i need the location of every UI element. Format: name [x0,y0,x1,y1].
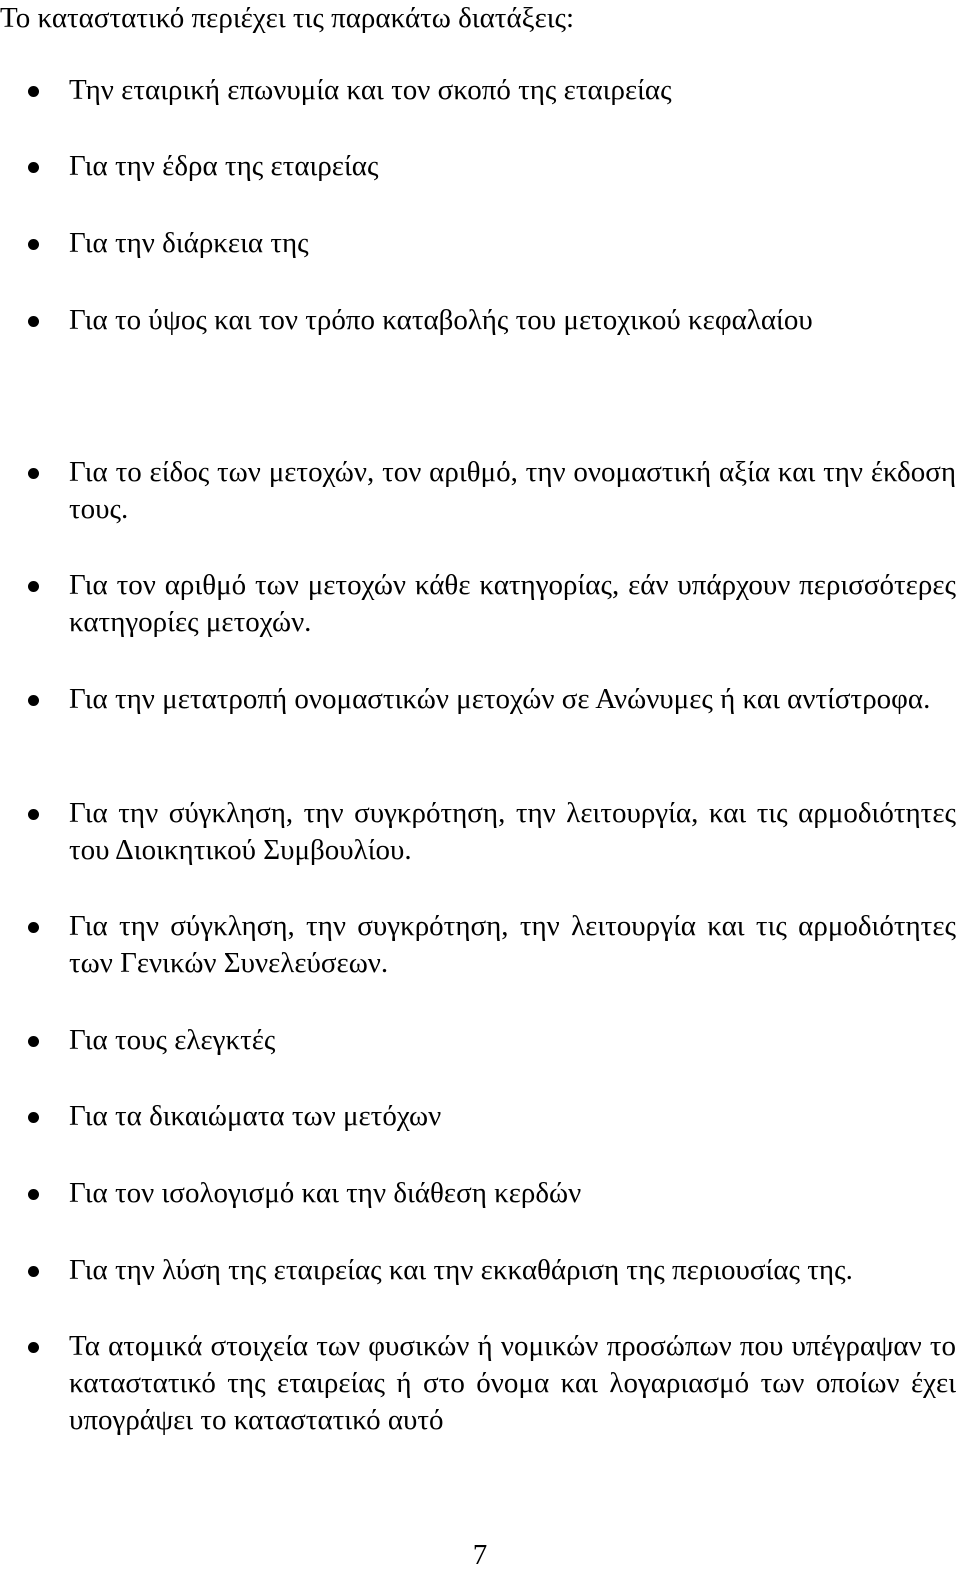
list-item-founders [69,1328,956,1439]
list-item-text: Την εταιρική επωνυμία και τον σκοπό της εταιρείας [69,74,672,106]
list-item-text: Για την μετατροπή ονομαστικών μετοχών σε Ανώνυμες ή και αντίστροφα. [69,683,931,715]
bullet-icon [28,581,39,592]
list-item-general-meetings [69,908,956,982]
page-number: 7 [472,1539,488,1571]
list-item-share-conversion [69,681,956,718]
list-item-text: Για τους ελεγκτές [69,1024,276,1056]
list-item-share-type [69,454,956,528]
bullet-icon [28,695,39,706]
bullet-icon [28,316,39,327]
list-item-text: Για το είδος των μετοχών, τον αριθμό, την ονομαστική αξία και την έκδοση τους. [69,456,956,525]
list-item-text: Για την έδρα της εταιρείας [69,150,379,182]
list-item-text: Για τον αριθμό των μετοχών κάθε κατηγορίας, εάν υπάρχουν περισσότερες κατηγορίες μετοχών. [69,569,956,638]
list-item-auditors [69,1022,956,1059]
bullet-icon [28,468,39,479]
bullet-icon [28,239,39,250]
list-item-text: Τα ατομικά στοιχεία των φυσικών ή νομικών προσώπων που υπέγραψαν το καταστατικό της εταιρείας ή στο όνομα και λογαριασμό των οποίων έχει υπογράψει το καταστατικό αυτό [69,1330,956,1436]
list-item-text: Για την σύγκληση, την συγκρότηση, την λειτουργία, και τις αρμοδιότητες του Διοικητικού Συμβουλίου. [69,797,956,866]
list-item-seat [69,148,956,185]
bullet-icon [28,1189,39,1200]
list-item-text: Για το ύψος και τον τρόπο καταβολής του μετοχικού κεφαλαίου [69,304,813,336]
list-item-board [69,795,956,869]
list-item-text: Για την διάρκεια της [69,227,309,259]
bullet-icon [28,1266,39,1277]
list-item-text: Για την λύση της εταιρείας και την εκκαθάριση της περιουσίας της. [69,1254,853,1286]
bullet-icon [28,1342,39,1353]
list-item-capital [69,302,956,339]
bullet-icon [28,1036,39,1047]
bullet-icon [28,922,39,933]
list-item-share-categories [69,567,956,641]
list-item-balance-sheet [69,1175,956,1212]
bullet-icon [28,1112,39,1123]
list-item-company-name [69,72,956,109]
bullet-icon [28,809,39,820]
list-item-text: Για τον ισολογισμό και την διάθεση κερδών [69,1177,582,1209]
list-item-duration [69,225,956,262]
list-item-text: Για την σύγκληση, την συγκρότηση, την λειτουργία και τις αρμοδιότητες των Γενικών Συνελεύσεων. [69,910,956,979]
list-item-text: Για τα δικαιώματα των μετόχων [69,1100,442,1132]
list-item-dissolution [69,1252,956,1289]
list-item-shareholder-rights [69,1098,956,1135]
bullet-icon [28,86,39,97]
document-intro: Το καταστατικό περιέχει τις παρακάτω διατάξεις: [0,2,575,34]
bullet-icon [28,162,39,173]
